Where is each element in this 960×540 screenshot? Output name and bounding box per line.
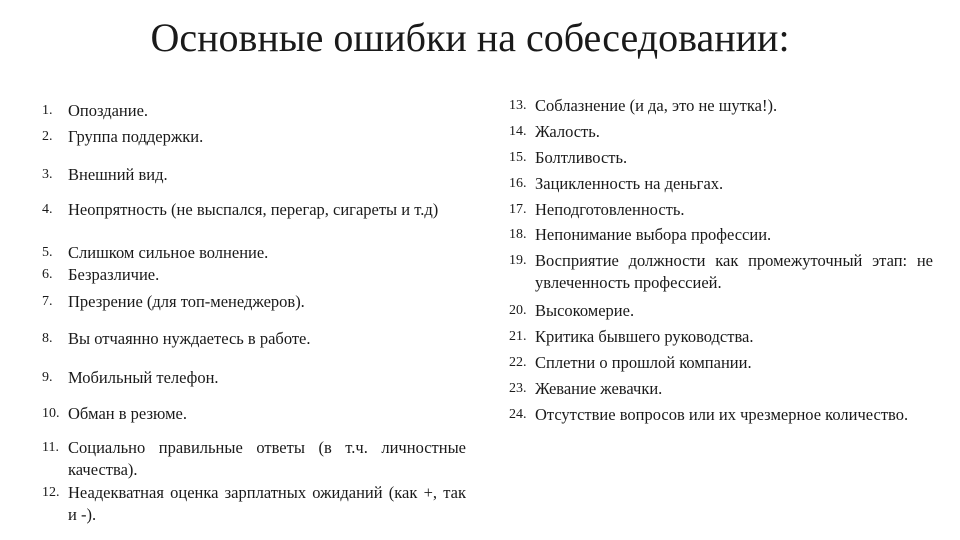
item-text: Сплетни о прошлой компании. <box>535 353 752 372</box>
item-text: Безразличие. <box>68 265 160 284</box>
item-number: 20. <box>509 303 527 318</box>
item-text: Обман в резюме. <box>68 404 187 423</box>
item-number: 2. <box>42 129 53 144</box>
item-text: Восприятие должности как промежуточный этап: не увлеченность профессией. <box>535 251 933 292</box>
item-text: Критика бывшего руководства. <box>535 327 754 346</box>
item-number: 17. <box>509 202 527 217</box>
item-text: Опоздание. <box>68 101 149 120</box>
item-number: 1. <box>42 103 53 118</box>
item-number: 10. <box>42 406 60 421</box>
item-text: Жевание жевачки. <box>535 379 663 398</box>
slide-title: Основные ошибки на собеседовании: <box>150 15 790 60</box>
item-number: 11. <box>42 440 59 455</box>
item-text: Высокомерие. <box>535 301 635 320</box>
item-number: 5. <box>42 245 53 260</box>
item-number: 21. <box>509 329 527 344</box>
item-number: 15. <box>509 150 527 165</box>
item-text: Непонимание выбора профессии. <box>535 225 772 244</box>
item-number: 23. <box>509 381 527 396</box>
item-text: Неподготовленность. <box>535 200 685 219</box>
item-text: Болтливость. <box>535 148 628 167</box>
item-number: 18. <box>509 227 527 242</box>
item-text: Группа поддержки. <box>68 127 204 146</box>
item-text: Социально правильные ответы (в т.ч. личностные качества). <box>68 438 466 479</box>
item-text: Зацикленность на деньгах. <box>535 174 724 193</box>
item-number: 8. <box>42 331 53 346</box>
item-text: Отсутствие вопросов или их чрезмерное количество. <box>535 405 909 424</box>
item-number: 4. <box>42 202 53 217</box>
item-number: 24. <box>509 407 527 422</box>
item-text: Жалость. <box>535 122 600 141</box>
item-text: Мобильный телефон. <box>68 368 219 387</box>
item-text: Неопрятность (не выспался, перегар, сигареты и т.д) <box>68 200 439 219</box>
item-text: Вы отчаянно нуждаетесь в работе. <box>68 329 311 348</box>
item-number: 7. <box>42 294 53 309</box>
item-text: Неадекватная оценка зарплатных ожиданий (как +, так и -). <box>68 483 466 524</box>
item-number: 6. <box>42 267 53 282</box>
item-number: 3. <box>42 167 53 182</box>
item-number: 12. <box>42 485 60 500</box>
item-number: 9. <box>42 370 53 385</box>
item-number: 14. <box>509 124 527 139</box>
item-number: 22. <box>509 355 527 370</box>
item-text: Слишком сильное волнение. <box>68 243 269 262</box>
item-number: 16. <box>509 176 527 191</box>
item-text: Презрение (для топ-менеджеров). <box>68 292 305 311</box>
item-text: Внешний вид. <box>68 165 168 184</box>
item-number: 13. <box>509 98 527 113</box>
item-number: 19. <box>509 253 527 268</box>
item-text: Соблазнение (и да, это не шутка!). <box>535 96 778 115</box>
